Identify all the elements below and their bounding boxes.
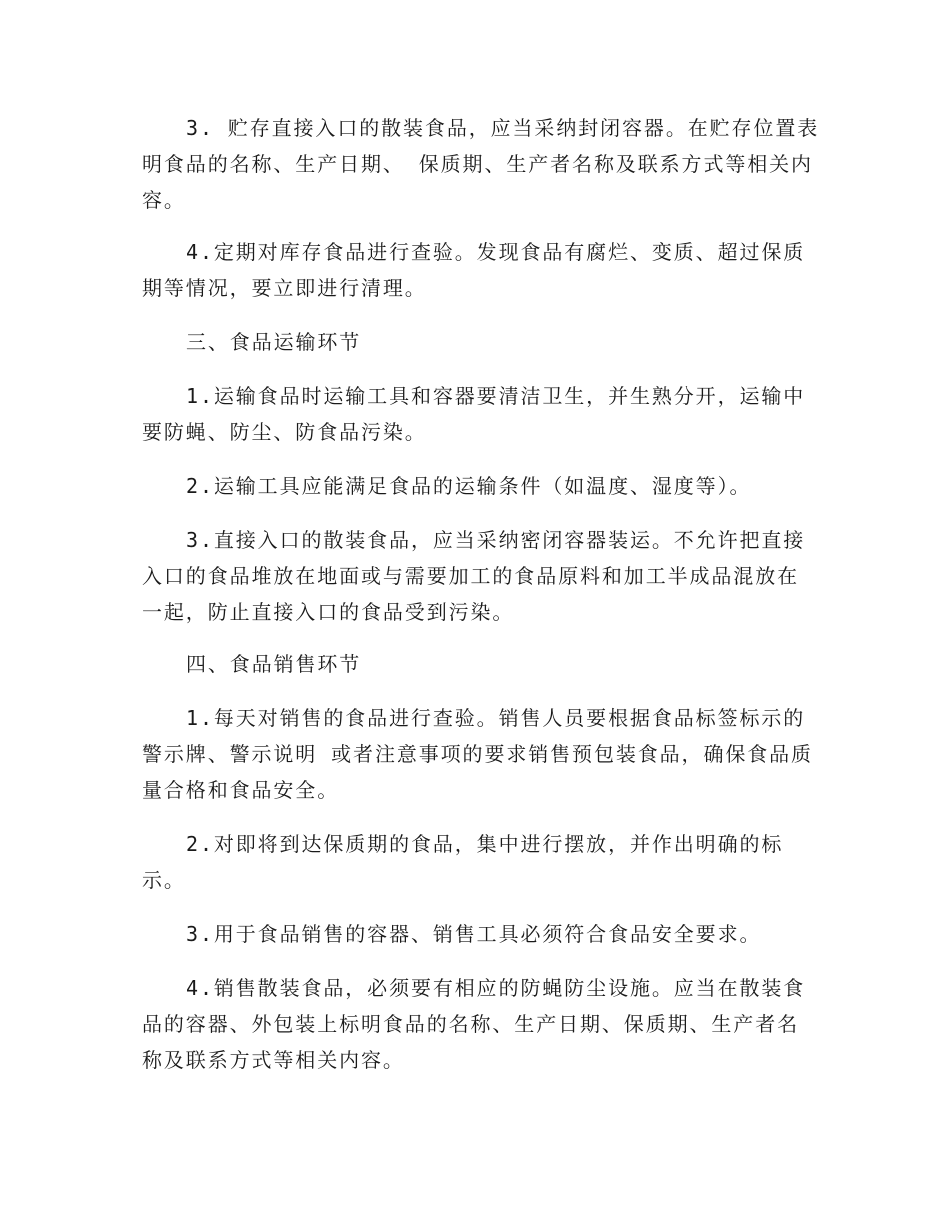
paragraph-storage-4 <box>142 234 810 306</box>
text-line: 量合格和食品安全。 <box>142 778 340 802</box>
section-heading-sales <box>186 646 361 682</box>
text-line: 4.定期对库存食品进行查验。发现食品有腐烂、变质、超过保质 <box>186 240 806 264</box>
paragraph-sales-2 <box>142 826 810 898</box>
text-line: 示。 <box>142 868 186 892</box>
text-line: 一起，防止直接入口的食品受到污染。 <box>142 600 515 624</box>
paragraph-sales-3 <box>142 916 810 952</box>
text-line: 容。 <box>142 188 186 212</box>
text-line: 要防蝇、防尘、防食品污染。 <box>142 420 427 444</box>
text-line: 2.对即将到达保质期的食品，集中进行摆放，并作出明确的标 <box>186 832 784 856</box>
text-line: 3.用于食品销售的容器、销售工具必须符合食品安全要求。 <box>186 922 762 946</box>
text-line: 2.运输工具应能满足食品的运输条件（如温度、湿度等）。 <box>186 474 752 498</box>
text-line: 3.直接入口的散装食品，应当采纳密闭容器装运。不允许把直接 <box>186 528 806 552</box>
paragraph-storage-3 <box>142 110 820 218</box>
text-line: 3. 贮存直接入口的散装食品，应当采纳封闭容器。在贮存位置表 <box>186 116 820 140</box>
paragraph-transport-2 <box>142 468 810 504</box>
text-line: 明食品的名称、生产日期、 保质期、生产者名称及联系方式等相关内 <box>142 152 813 176</box>
section-heading-transport <box>186 324 361 360</box>
text-line: 品的容器、外包装上标明食品的名称、生产日期、保质期、生产者名 <box>142 1012 799 1036</box>
text-line: 警示牌、警示说明 或者注意事项的要求销售预包装食品，确保食品质 <box>142 742 813 766</box>
paragraph-sales-1 <box>142 700 813 808</box>
paragraph-transport-3 <box>142 522 810 630</box>
text-line: 入口的食品堆放在地面或与需要加工的食品原料和加工半成品混放在 <box>142 564 799 588</box>
paragraph-sales-4 <box>142 970 810 1078</box>
heading-text: 四、食品销售环节 <box>186 652 362 676</box>
text-line: 1.运输食品时运输工具和容器要清洁卫生，并生熟分开，运输中 <box>186 384 806 408</box>
heading-text: 三、食品运输环节 <box>186 330 362 354</box>
text-line: 1.每天对销售的食品进行查验。销售人员要根据食品标签标示的 <box>186 706 806 730</box>
text-line: 4.销售散装食品，必须要有相应的防蝇防尘设施。应当在散装食 <box>186 976 806 1000</box>
paragraph-transport-1 <box>142 378 810 450</box>
text-line: 期等情况，要立即进行清理。 <box>142 276 427 300</box>
text-line: 称及联系方式等相关内容。 <box>142 1048 405 1072</box>
